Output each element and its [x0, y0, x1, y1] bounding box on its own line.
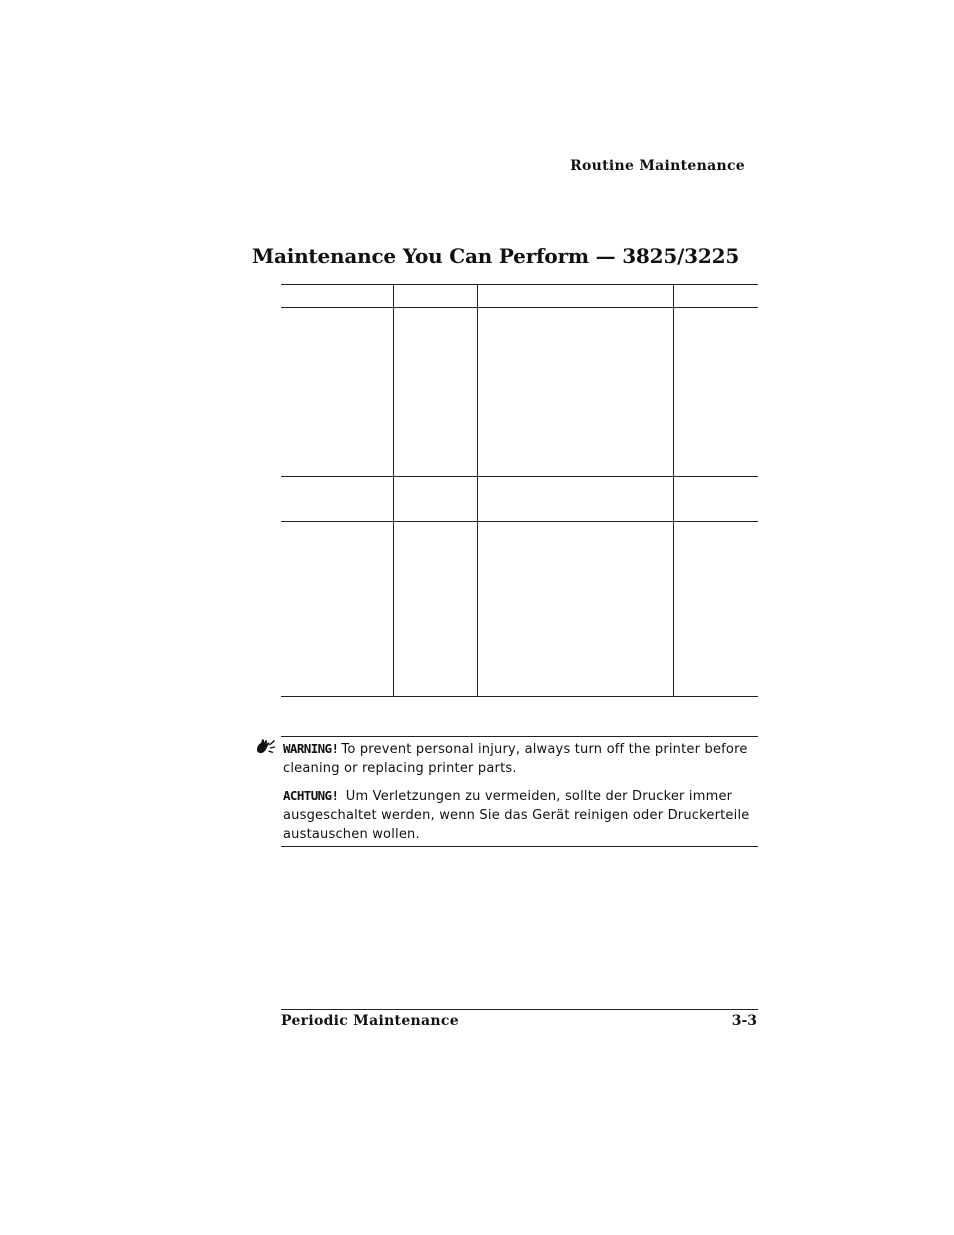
- warning-hand-icon: [256, 738, 276, 754]
- warning-german: [283, 786, 757, 844]
- page-title: Maintenance You Can Perform — 3825/3225: [252, 244, 740, 268]
- achtung-label: ACHTUNG!: [283, 788, 339, 803]
- table-cell: [477, 522, 673, 697]
- page-number: 3-3: [731, 1013, 757, 1029]
- table-cell: [477, 477, 673, 522]
- maintenance-table: [281, 284, 758, 697]
- table-cell: [477, 308, 673, 477]
- table-cell: [393, 477, 477, 522]
- footer-rule: [281, 1009, 758, 1010]
- table-cell: [393, 285, 477, 308]
- table-cell: [393, 308, 477, 477]
- table-cell: [281, 477, 393, 522]
- running-head: Routine Maintenance: [570, 158, 745, 174]
- table-cell: [281, 308, 393, 477]
- table-row: [281, 522, 758, 697]
- table-row: [281, 308, 758, 477]
- table-header-row: [281, 285, 758, 308]
- warning-box: [281, 736, 758, 847]
- warning-text: To prevent personal injury, always turn off the printer before cleaning or replacing printer parts.: [283, 742, 748, 776]
- table-row: [281, 477, 758, 522]
- table-cell: [477, 285, 673, 308]
- table-cell: [673, 308, 758, 477]
- warning-english: [283, 739, 757, 778]
- table-cell: [673, 477, 758, 522]
- warning-label: WARNING!: [283, 741, 339, 756]
- footer-section-title: Periodic Maintenance: [281, 1013, 459, 1029]
- table-cell: [673, 285, 758, 308]
- table-cell: [281, 522, 393, 697]
- achtung-text: Um Verletzungen zu vermeiden, sollte der Drucker immer ausgeschaltet werden, wenn Sie das Gerät reinigen oder Druckerteile austauschen wollen.: [283, 789, 750, 842]
- table-cell: [673, 522, 758, 697]
- table-cell: [393, 522, 477, 697]
- table-cell: [281, 285, 393, 308]
